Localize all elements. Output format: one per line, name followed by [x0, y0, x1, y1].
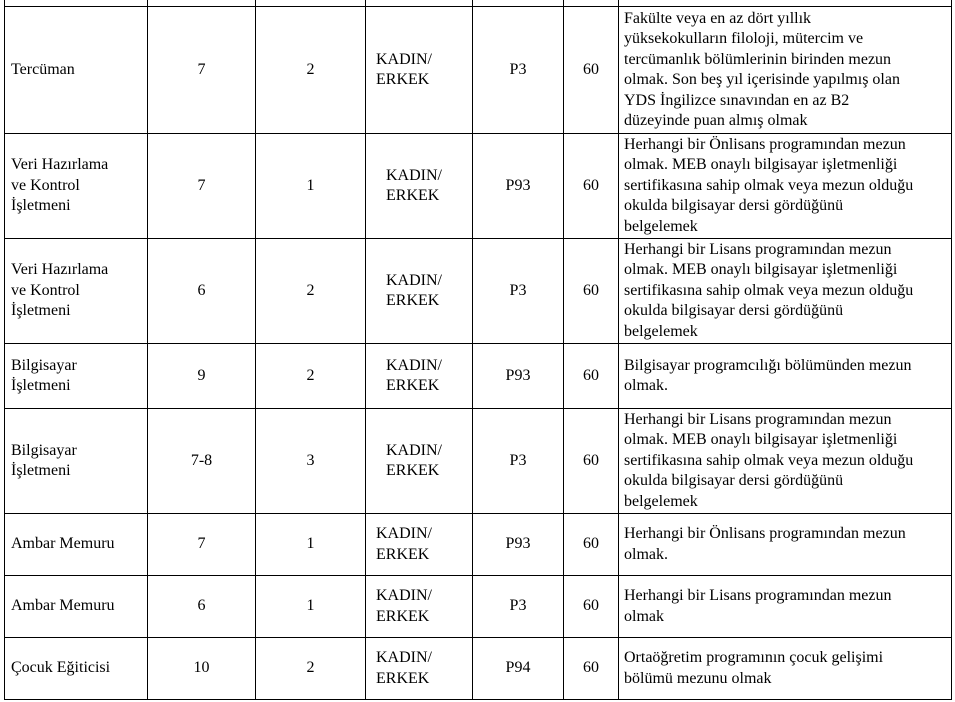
grade-cell: 6	[148, 576, 256, 638]
table-row	[5, 134, 952, 239]
grade-cell: 10	[148, 638, 256, 700]
grade-cell: 7	[148, 134, 256, 239]
gender-cell: KADIN/ ERKEK	[366, 409, 473, 514]
position-title-cell: Veri Hazırlama ve Kontrol İşletmeni	[5, 134, 148, 239]
count-cell: 2	[256, 344, 366, 409]
min-score-cell: 60	[564, 409, 619, 514]
requirements-cell: Herhangi bir Lisans programından mezun olmak. MEB onaylı bilgisayar işletmenliği sertifikasına sahip olmak veya mezun olduğu okulda bilgisayar dersi gördüğünü belgelemek	[619, 239, 952, 344]
table-row	[5, 514, 952, 576]
min-score-cell: 60	[564, 638, 619, 700]
min-score-cell: 60	[564, 134, 619, 239]
min-score-cell: 60	[564, 576, 619, 638]
position-title-cell: Bilgisayar İşletmeni	[5, 344, 148, 409]
table-row	[5, 576, 952, 638]
count-cell: 1	[256, 134, 366, 239]
count-cell: 2	[256, 638, 366, 700]
gender-cell: KADIN/ ERKEK	[366, 638, 473, 700]
position-title-cell: Ambar Memuru	[5, 514, 148, 576]
position-title-cell: Bilgisayar İşletmeni	[5, 409, 148, 514]
score-type-cell: P93	[473, 514, 564, 576]
count-cell: 2	[256, 7, 366, 134]
score-type-cell: P3	[473, 7, 564, 134]
grade-cell: 9	[148, 344, 256, 409]
position-title-cell: Veri Hazırlama ve Kontrol İşletmeni	[5, 239, 148, 344]
gender-cell: KADIN/ ERKEK	[366, 134, 473, 239]
position-title-cell: Ambar Memuru	[5, 576, 148, 638]
gender-cell: KADIN/ ERKEK	[366, 7, 473, 134]
positions-table-body	[5, 0, 952, 700]
grade-cell: 6	[148, 239, 256, 344]
requirements-cell: Ortaöğretim programının çocuk gelişimi bölümü mezunu olmak	[619, 638, 952, 700]
grade-cell: 7-8	[148, 409, 256, 514]
count-cell: 1	[256, 576, 366, 638]
count-cell: 2	[256, 239, 366, 344]
table-row	[5, 7, 952, 134]
position-title-cell: Tercüman	[5, 7, 148, 134]
score-type-cell: P3	[473, 239, 564, 344]
requirements-cell: Herhangi bir Lisans programından mezun olmak. MEB onaylı bilgisayar işletmenliği sertifikasına sahip olmak veya mezun olduğu okulda bilgisayar dersi gördüğünü belgelemek	[619, 409, 952, 514]
grade-cell: 7	[148, 7, 256, 134]
score-type-cell: P93	[473, 344, 564, 409]
score-type-cell: P3	[473, 409, 564, 514]
table-row	[5, 409, 952, 514]
gender-cell: KADIN/ ERKEK	[366, 514, 473, 576]
table-row	[5, 239, 952, 344]
table-row	[5, 344, 952, 409]
position-title-cell: Çocuk Eğiticisi	[5, 638, 148, 700]
count-cell: 1	[256, 514, 366, 576]
requirements-cell: Fakülte veya en az dört yıllık yüksekokulların filoloji, mütercim ve tercümanlık bölümlerinin birinden mezun olmak. Son beş yıl içerisinde yapılmış olan YDS İngilizce sınavından en az B2 düzeyinde puan almış olmak	[619, 7, 952, 134]
min-score-cell: 60	[564, 344, 619, 409]
gender-cell: KADIN/ ERKEK	[366, 344, 473, 409]
score-type-cell: P94	[473, 638, 564, 700]
min-score-cell: 60	[564, 514, 619, 576]
grade-cell: 7	[148, 514, 256, 576]
score-type-cell: P93	[473, 134, 564, 239]
requirements-cell: Herhangi bir Lisans programından mezun olmak	[619, 576, 952, 638]
requirements-cell: Herhangi bir Önlisans programından mezun olmak. MEB onaylı bilgisayar işletmenliği sertifikasına sahip olmak veya mezun olduğu okulda bilgisayar dersi gördüğünü belgelemek	[619, 134, 952, 239]
min-score-cell: 60	[564, 7, 619, 134]
requirements-cell: Bilgisayar programcılığı bölümünden mezun olmak.	[619, 344, 952, 409]
min-score-cell: 60	[564, 239, 619, 344]
positions-table	[4, 0, 952, 700]
requirements-cell: Herhangi bir Önlisans programından mezun olmak.	[619, 514, 952, 576]
table-row	[5, 638, 952, 700]
count-cell: 3	[256, 409, 366, 514]
score-type-cell: P3	[473, 576, 564, 638]
gender-cell: KADIN/ ERKEK	[366, 576, 473, 638]
gender-cell: KADIN/ ERKEK	[366, 239, 473, 344]
